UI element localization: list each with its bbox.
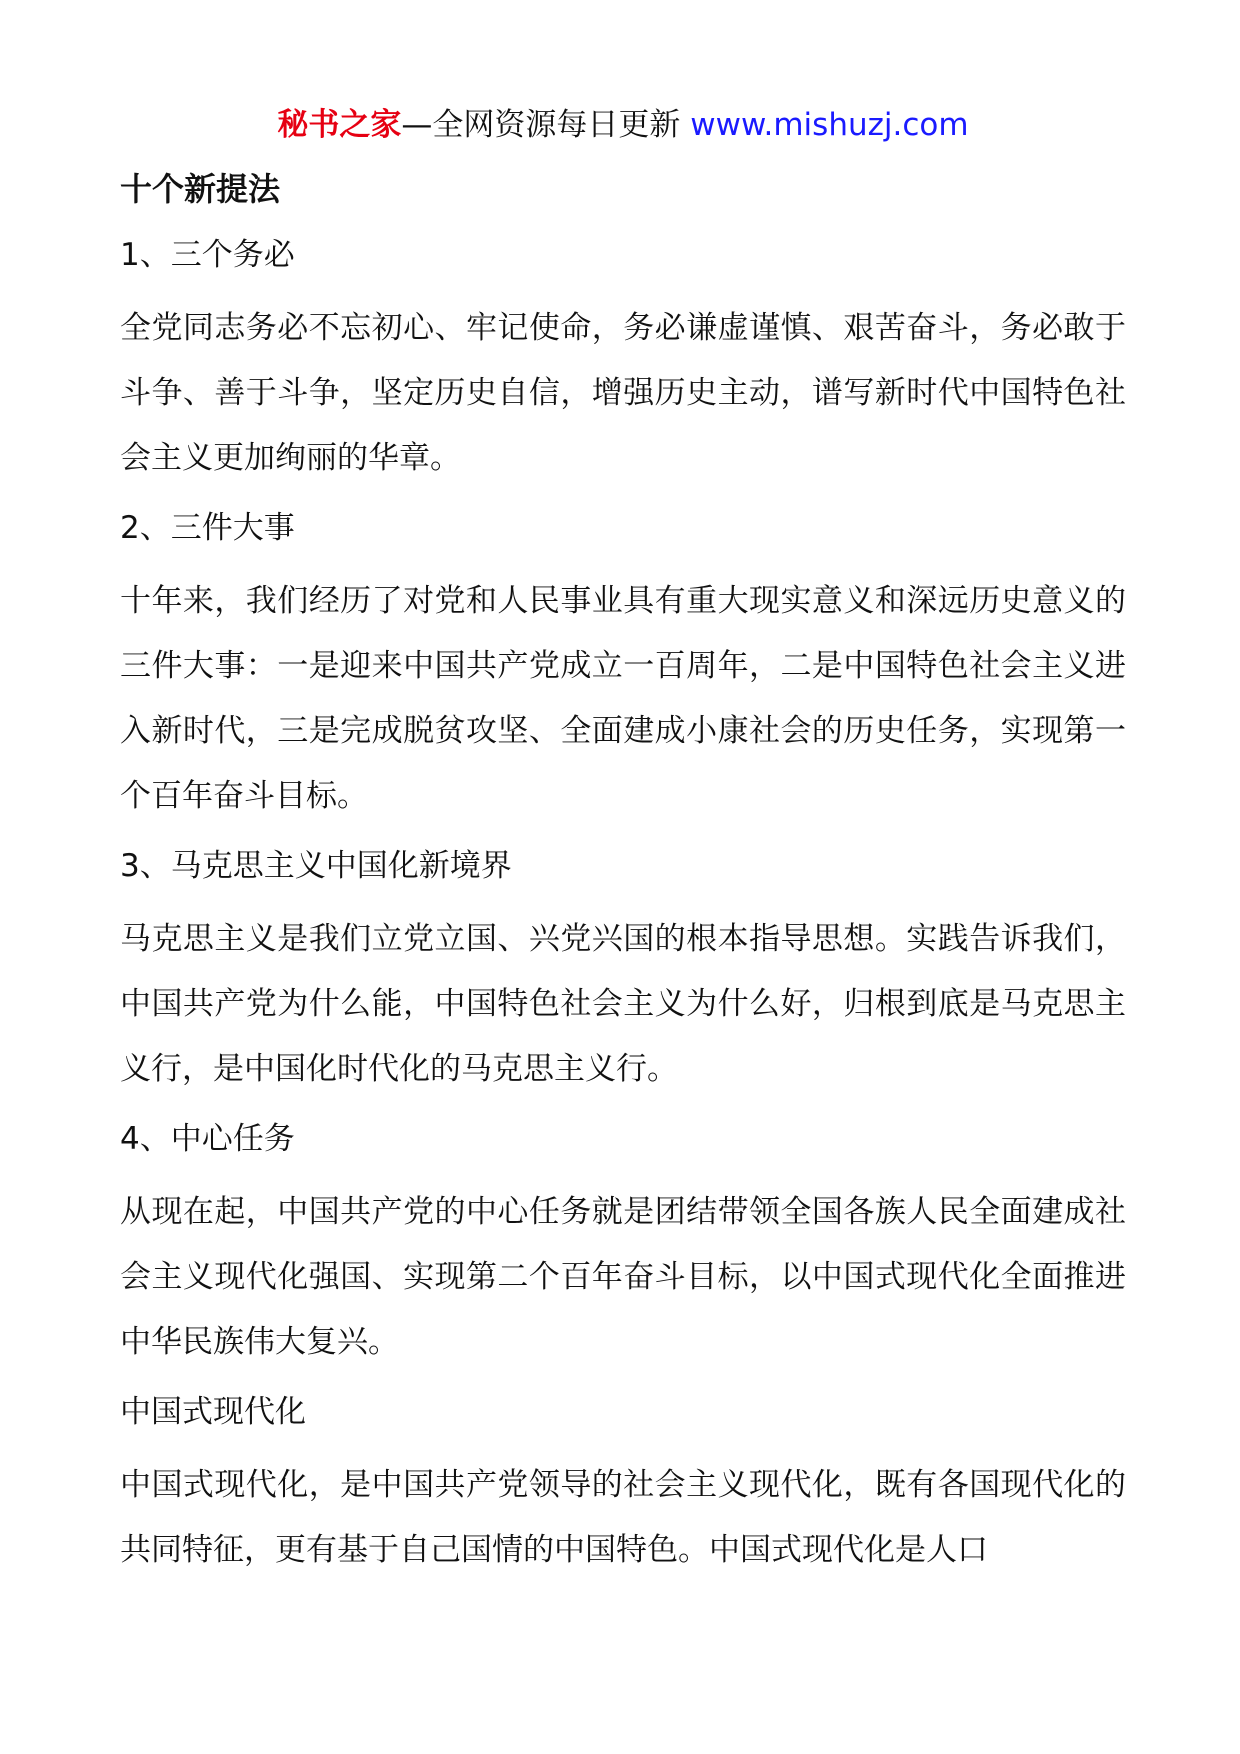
site-url-link[interactable]: www.mishuzj.com — [690, 107, 969, 143]
section-heading: 3、马克思主义中国化新境界 — [120, 848, 512, 884]
section-body: 从现在起，中国共产党的中心任务就是团结带领全国各族人民全面建成社会主义现代化强国、实现第二个百年奋斗目标，以中国式现代化全面推进中华民族伟大复兴。 — [120, 1194, 1126, 1360]
section-heading: 4、中心任务 — [120, 1121, 295, 1157]
header-tagline: —全网资源每日更新 — [401, 107, 691, 143]
brand-name: 秘书之家 — [277, 107, 402, 143]
site-header — [120, 96, 1126, 154]
section-heading: 1、三个务必 — [120, 237, 295, 273]
section-body: 全党同志务必不忘初心、牢记使命，务必谦虚谨慎、艰苦奋斗，务必敢于斗争、善于斗争，坚定历史自信，增强历史主动，谱写新时代中国特色社会主义更加绚丽的华章。 — [120, 310, 1126, 476]
section-body: 马克思主义是我们立党立国、兴党兴国的根本指导思想。实践告诉我们，中国共产党为什么能，中国特色社会主义为什么好，归根到底是马克思主义行，是中国化时代化的马克思主义行。 — [120, 921, 1126, 1087]
document-title: 十个新提法 — [120, 170, 281, 208]
section-marxism-new-realm — [120, 837, 1126, 1102]
section-three-musts — [120, 226, 1126, 491]
section-chinese-modernization — [120, 1383, 1126, 1583]
section-heading: 2、三件大事 — [120, 510, 295, 546]
section-heading: 中国式现代化 — [120, 1394, 306, 1430]
section-three-major-events — [120, 499, 1126, 829]
section-central-task — [120, 1110, 1126, 1375]
section-body: 中国式现代化，是中国共产党领导的社会主义现代化，既有各国现代化的共同特征，更有基于自己国情的中国特色。中国式现代化是人口 — [120, 1467, 1126, 1568]
section-body: 十年来，我们经历了对党和人民事业具有重大现实意义和深远历史意义的三件大事：一是迎来中国共产党成立一百周年，二是中国特色社会主义进入新时代，三是完成脱贫攻坚、全面建成小康社会的历史任务，实现第一个百年奋斗目标。 — [120, 583, 1126, 814]
document-page — [120, 96, 1126, 1591]
